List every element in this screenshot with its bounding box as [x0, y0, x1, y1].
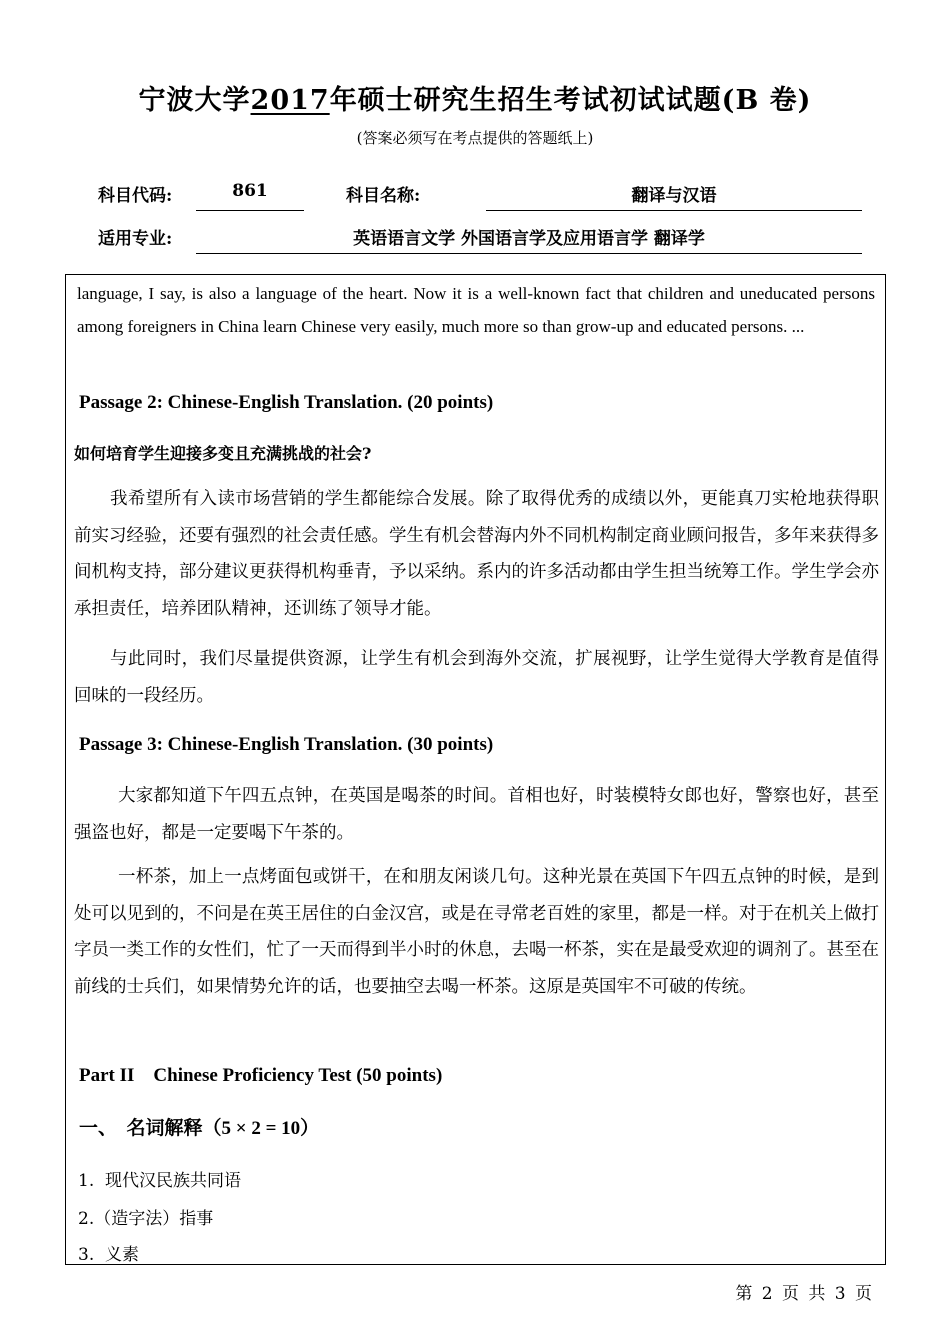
subject-code-label: 科目代码: [98, 186, 173, 206]
major-label: 适用专业: [98, 229, 173, 249]
passage3-heading: Passage 3: Chinese-English Translation. (30 points) [79, 734, 494, 755]
term-item-1: 1. 现代汉民族共同语 [78, 1171, 242, 1191]
subject-name-underline [486, 210, 862, 211]
passage1-tail: language, I say, is also a language of the heart. Now it is a well-known fact that children and uneducated persons among foreigners in China learn Chinese very easily, much more so than grow-up and educated persons. ... [77, 284, 875, 336]
subject-code-underline [196, 210, 304, 211]
term-item-2: 2.（造字法）指事 [78, 1209, 214, 1229]
passage2-para2: 与此同时，我们尽量提供资源，让学生有机会到海外交流，扩展视野，让学生觉得大学教育是值得回味的一段经历。 [74, 649, 879, 706]
major-list: 英语语言文学 外国语言学及应用语言学 翻译学 [353, 229, 705, 249]
title-year: 2017 [250, 85, 330, 116]
passage2-heading: Passage 2: Chinese-English Translation. (20 points) [79, 392, 494, 413]
exam-title [0, 78, 950, 117]
passage2-title: 如何培育学生迎接多变且充满挑战的社会? [74, 444, 372, 463]
subject-name-label: 科目名称: [346, 186, 421, 206]
subject-name: 翻译与汉语 [631, 186, 717, 206]
passage3-para2: 一杯茶，加上一点烤面包或饼干，在和朋友闲谈几句。这种光景在英国下午四五点钟的时候，是到处可以见到的，不问是在英王居住的白金汉宫，或是在寻常老百姓的家里，都是一样。对于在机关上做打字员一类工作的女性们，忙了一天而得到半小时的休息，去喝一杯茶，实在是最受欢迎的调剂了。甚至在前线的士兵们，如果情势允许的话，也要抽空去喝一杯茶。这原是英国牢不可破的传统。 [74, 867, 879, 997]
major-underline [196, 253, 862, 254]
part2-heading: Part II Chinese Proficiency Test (50 points) [79, 1065, 443, 1086]
passage3-para1: 大家都知道下午四五点钟，在英国是喝茶的时间。首相也好，时装模特女郎也好，警察也好，甚至强盗也好，都是一定要喝下午茶的。 [74, 786, 879, 843]
title-prefix: 宁波大学 [138, 85, 251, 116]
page-number: 第 2 页 共 3 页 [735, 1284, 872, 1304]
part2-section1-heading: 一、 名词解释（5 × 2 = 10） [79, 1118, 320, 1139]
subject-code: 861 [232, 181, 268, 201]
passage2-para1: 我希望所有入读市场营销的学生都能综合发展。除了取得优秀的成绩以外，更能真刀实枪地获得职前实习经验，还要有强烈的社会责任感。学生有机会替海内外不同机构制定商业顾问报告，多年来获得多间机构支持，部分建议更获得机构垂青，予以采纳。系内的许多活动都由学生担当统筹工作。学生学会亦承担责任，培养团队精神，还训练了领导才能。 [74, 489, 879, 619]
term-item-3: 3. 义素 [78, 1245, 140, 1265]
title-suffix: 年硕士研究生招生考试初试试题(B 卷) [329, 85, 812, 116]
exam-subtitle: (答案必须写在考点提供的答题纸上) [356, 129, 594, 147]
